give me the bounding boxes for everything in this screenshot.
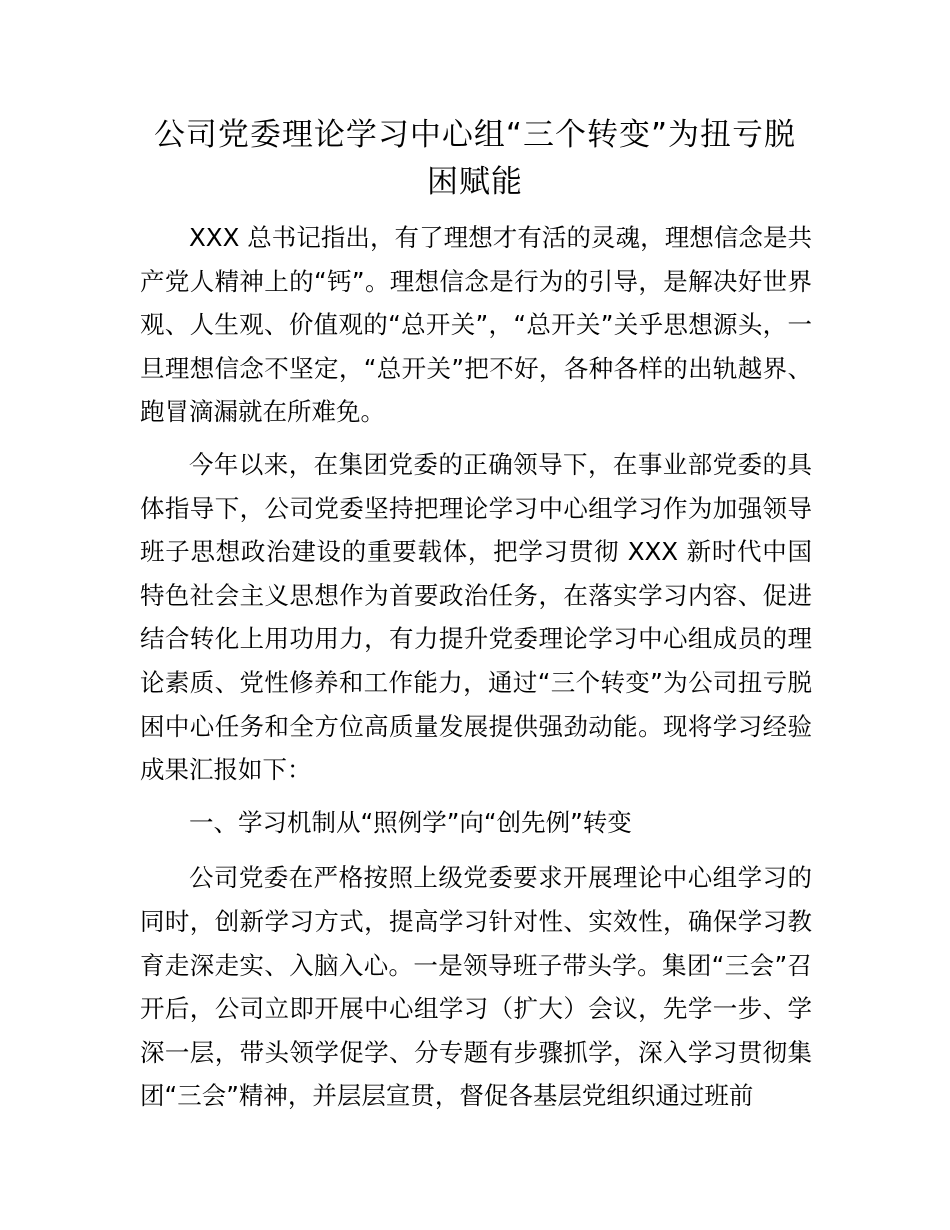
body-paragraph: XXX 总书记指出，有了理想才有活的灵魂，理想信念是共产党人精神上的“钙”。理想信念是行为的引导，是解决好世界观、人生观、价值观的“总开关”，“总开关”关乎思想源头，一旦理想信念不坚定，“总开关”把不好，各种各样的出轨越界、跑冒滴漏就在所难免。 bbox=[140, 223, 812, 427]
document-title: 公司党委理论学习中心组“三个转变”为扭亏脱困赋能 bbox=[153, 117, 797, 200]
section-paragraph: 公司党委在严格按照上级党委要求开展理论中心组学习的同时，创新学习方式，提高学习针对性、实效性，确保学习教育走深走实、入脑入心。一是领导班子带头学。集团“三会”召开后，公司立即开展中心组学习（扩大）会议，先学一步、学深一层，带头领学促学、分专题有步骤抓学，深入学习贯彻集团“三会”精神，并层层宣贯，督促各基层党组织通过班前 bbox=[140, 863, 812, 1111]
document-body bbox=[140, 216, 812, 1118]
section-heading: 一、学习机制从“照例学”向“创先例”转变 bbox=[189, 807, 632, 837]
body-paragraph: 今年以来，在集团党委的正确领导下，在事业部党委的具体指导下，公司党委坚持把理论学习中心组学习作为加强领导班子思想政治建设的重要载体，把学习贯彻 XXX 新时代中国特色社会主义思想作为首要政治任务，在落实学习内容、促进结合转化上用功用力，有力提升党委理论学习中心组成员的理论素质、党性修养和工作能力，通过“三个转变”为公司扭亏脱困中心任务和全方位高质量发展提供强劲动能。现将学习经验成果汇报如下： bbox=[140, 449, 812, 785]
